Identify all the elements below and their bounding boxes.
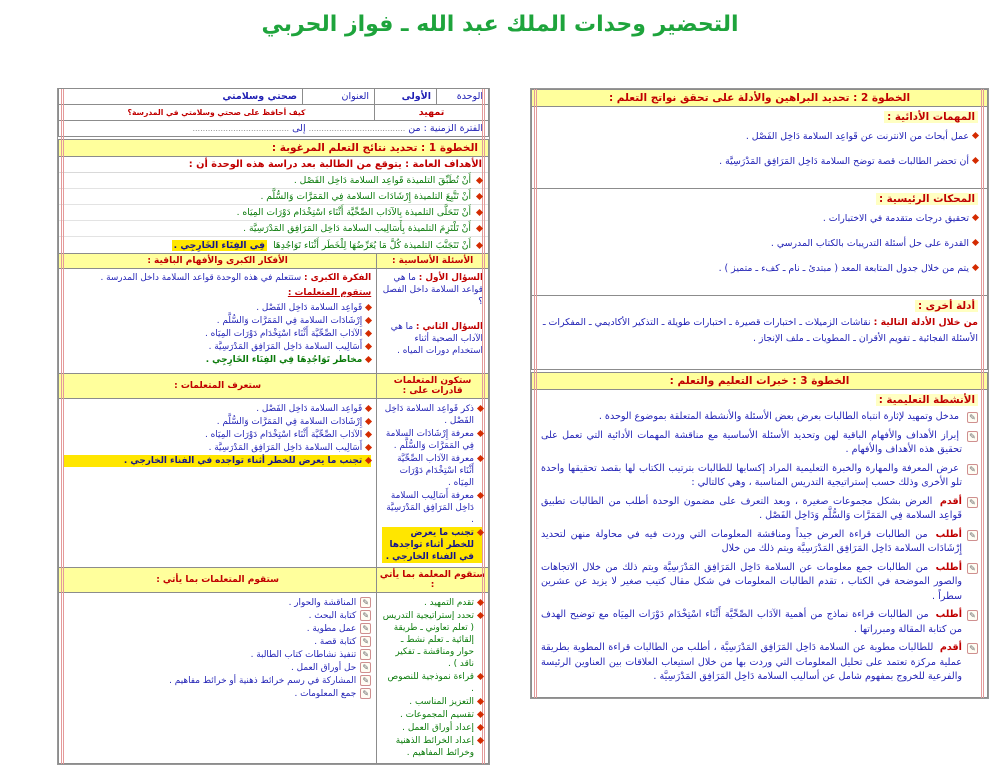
- know-item-text: أَسَالِيب السلامة دَاخِل المَرَافِق المَدْرَسِيَّة .: [208, 443, 363, 453]
- goal-highlight: فِي الفِنَاء الخَارِجِي .: [173, 239, 266, 251]
- activity-lead: أقدم: [939, 642, 962, 653]
- criterion-item-text: القدرة على حل أسئلة التدريبات بالكتاب المدرسي .: [770, 238, 969, 249]
- goal-text: أَنْ تَلْتَزِمَ التلميذة بِأَسَالِيب السلامة دَاخِل المَرَافِق المَدْرَسِيَّة .: [243, 223, 471, 234]
- idea-item: [64, 341, 371, 353]
- diamond-bullet-icon: [476, 177, 483, 184]
- diamond-bullet-icon: [365, 444, 372, 451]
- goals-title: الأهداف العامة : يتوقع من الطالبة بعد دراسة هذه الوحدة أن :: [59, 157, 488, 173]
- qa-table: [58, 253, 489, 374]
- learner-item-text: حل أوراق العمل .: [291, 663, 357, 673]
- capable-item-text: ذكر قَواعِد السلامة دَاخِل الفَصْل .: [384, 404, 474, 426]
- teacher-item-text: التعزيز المناسب .: [409, 697, 474, 707]
- diamond-bullet-icon: [477, 492, 484, 499]
- criterion-item-text: يتم من خلال جدول المتابعة المعد ( مبتدئ ـ نام ـ كفء ـ متميز ) .: [718, 263, 969, 274]
- know-item-text: قَواعِد السلامة دَاخِل الفَصْل .: [256, 404, 363, 414]
- idea-item: [64, 328, 371, 340]
- diamond-bullet-icon: [476, 241, 483, 248]
- period-label: الفترة الزمنية : من: [408, 122, 483, 134]
- learner-item: [64, 597, 371, 609]
- step1-header: الخطوة 1 : تحديد نتائج التعلم المرغوبة :: [58, 139, 489, 157]
- know-item: [64, 403, 371, 415]
- capable-item-text: معرفة أَسَالِيب السلامة دَاخِل المَرَافِق المَدْرَسِيَّة .: [386, 491, 474, 525]
- criterion-item: [541, 237, 978, 250]
- activity-text: من الطالبات قراءة نماذج من أهمية الآدَاب الصِّحِّيَّة أَثْنَاء اسْتِخْدَام دَوْرَات المِيَاه مع توضيح الهدف من كتابة المقالة ومبرراتها .: [541, 609, 962, 635]
- teacher-item-text: إعداد الخرائط الذهنية وخرائط المفاهيم .: [395, 736, 474, 758]
- diamond-bullet-icon: [365, 356, 372, 363]
- activity-text: العرض بشكل مجموعات صغيرة ، وبعد التعرف على مضمون الوحدة أطلب من الطالبات تطبيق قَواعِد السلامة فِي المَمَرَّات وَالسُّلَّم وَدَاخِل الفَصْل .: [541, 495, 962, 521]
- diamond-bullet-icon: [476, 225, 483, 232]
- memo-icon: ✎: [967, 610, 978, 621]
- ideas-header: الأفكار الكبرى والأفهام الباقية :: [59, 254, 377, 269]
- diamond-bullet-icon: [477, 405, 484, 412]
- criterion-item: [541, 262, 978, 275]
- learner-item: [64, 662, 371, 674]
- page-title: التحضير وحدات الملك عبد الله ـ فواز الحربي: [261, 12, 739, 37]
- teacher-item-text: تقدم التمهيد .: [424, 598, 474, 608]
- learner-item: [64, 636, 371, 648]
- activities-list: [541, 410, 978, 685]
- idea-item: [64, 354, 371, 366]
- know-item: [64, 429, 371, 441]
- activity-item: [541, 641, 978, 685]
- memo-icon: ✎: [360, 610, 371, 621]
- unit-value: الأولى: [375, 89, 437, 105]
- know-item-text: إِرْشَادَات السلامة فِي المَمَرَّات وَالسُّلَّم .: [216, 417, 363, 427]
- memo-icon: ✎: [360, 623, 371, 634]
- evidence-text: نقاشات الزميلات ـ اختبارات قصيرة ـ اختبارات طويلة ـ التذكير الأكاديمي ـ المفكرات ـ الأسئلة الفجائية ـ تقويم الأقران ـ المطويات ـ ملف الإنجاز .: [542, 317, 978, 344]
- capable-item-text: معرفة الآدَاب الصِّحِّيَّة أَثْنَاء اسْتِخْدَام دَوْرَات المِيَاه .: [397, 454, 474, 488]
- memo-icon: ✎: [360, 688, 371, 699]
- idea-item-text: قَواعِد السلامة دَاخِل الفَصْل .: [256, 303, 363, 313]
- capable-item-text: معرفة إِرْشَادَات السلامة فِي المَمَرَّات وَالسُّلَّم .: [385, 429, 474, 451]
- diamond-bullet-icon: [477, 599, 484, 606]
- capable-know-table: [58, 373, 489, 568]
- intro-question: كيف أحافظ على صحتي وسلامتي في المدرسة؟: [59, 105, 375, 121]
- activity-item: [541, 608, 978, 637]
- criteria-header-row: [541, 193, 978, 205]
- diamond-bullet-icon: [365, 330, 372, 337]
- activity-lead: أطلب: [935, 561, 962, 573]
- learner-header: ستقوم المتعلمات بما يأتي :: [59, 568, 377, 593]
- q2-text: ما هي الآداب الصحية أثناء استخدام دورات المياه .: [390, 322, 483, 356]
- learner-item: [64, 610, 371, 622]
- activities-header: الأنشطة التعليمية :: [876, 394, 978, 406]
- tasks-list: [541, 130, 978, 168]
- memo-icon: ✎: [967, 412, 978, 423]
- memo-icon: ✎: [967, 563, 978, 574]
- teacher-item-text: تحدد إستراتيجية التدريس ( تعلم تعاوني ـ طريقة إلقائية ـ تعلم نشط ـ حوار ومناقشة ـ تفكير ناقد ) .: [382, 611, 474, 669]
- right-page: [530, 88, 989, 699]
- diamond-bullet-icon: [365, 418, 372, 425]
- teacher-header: ستقوم المعلمة بما يأتي :: [377, 568, 489, 593]
- step2-header: الخطوة 2 : تحديد البراهين والأدلة على تحقق نواتج التعلم :: [531, 89, 988, 107]
- period-dots: ......................................: [192, 123, 290, 133]
- questions-cell: [377, 269, 489, 374]
- q1-text: ما هي قواعد السلامة داخل الفصل ؟: [382, 273, 483, 307]
- memo-icon: ✎: [360, 636, 371, 647]
- learner-item: [64, 623, 371, 635]
- diamond-bullet-icon: [972, 157, 979, 164]
- activity-text: مدخل وتمهيد لإثارة انتباه الطالبات بعرض بعض الأسئلة والأنشطة المتعلقة بموضوع الوحدة .: [598, 411, 959, 422]
- teacher-item: [382, 696, 483, 708]
- know-header: ستعرف المتعلمات :: [59, 374, 377, 399]
- learner-item-text: المشاركة في رسم خرائط ذهنية أو خرائط مفاهيم .: [169, 676, 357, 686]
- learner-item-text: المناقشة والحوار .: [288, 598, 357, 608]
- diamond-bullet-icon: [365, 405, 372, 412]
- left-page: [57, 88, 490, 765]
- idea-item: [64, 315, 371, 327]
- diamond-bullet-icon: [477, 698, 484, 705]
- title-label: العنوان: [303, 89, 375, 105]
- diamond-bullet-icon: [476, 209, 483, 216]
- teacher-item: [382, 610, 483, 670]
- learner-item-text: تنفيذ نشاطات كتاب الطالبة .: [250, 650, 357, 660]
- activity-item: [541, 429, 978, 458]
- teacher-item-text: إعداد أوراق العمل .: [402, 723, 474, 733]
- memo-icon: ✎: [360, 675, 371, 686]
- diamond-bullet-icon: [972, 239, 979, 246]
- capable-item: [382, 428, 483, 452]
- goal-item: [59, 205, 488, 221]
- teacher-item: [382, 671, 483, 695]
- diamond-bullet-icon: [477, 673, 484, 680]
- activity-lead: أطلب: [935, 528, 962, 540]
- diamond-bullet-icon: [365, 457, 372, 464]
- teacher-item: [382, 709, 483, 721]
- know-item: [64, 416, 371, 428]
- criteria-list: [541, 212, 978, 275]
- diamond-bullet-icon: [477, 529, 484, 536]
- memo-icon: ✎: [967, 643, 978, 654]
- capable-item: [382, 527, 483, 563]
- activity-lead: أقدم: [939, 495, 962, 507]
- activity-item: [541, 462, 978, 491]
- questions-header: الأسئلة الأساسية :: [377, 254, 489, 269]
- memo-icon: ✎: [967, 431, 978, 442]
- period-dots: ......................................: [308, 123, 406, 133]
- activities-section: [532, 390, 987, 697]
- learner-cell: [59, 593, 377, 764]
- goals-list: [59, 173, 488, 253]
- memo-icon: ✎: [360, 597, 371, 608]
- diamond-bullet-icon: [972, 132, 979, 139]
- memo-icon: ✎: [360, 662, 371, 673]
- diamond-bullet-icon: [477, 737, 484, 744]
- activity-item: [541, 495, 978, 524]
- know-item: [64, 442, 371, 454]
- q2-label: السؤال الثاني :: [415, 322, 483, 332]
- activity-item: [541, 410, 978, 425]
- teacher-cell: [377, 593, 489, 764]
- criteria-header: المحكات الرئيسية :: [876, 193, 978, 205]
- big-idea-text: ستتعلم في هذه الوحدة قواعد السلامة داخل المدرسة .: [100, 273, 302, 283]
- diamond-bullet-icon: [477, 455, 484, 462]
- activity-item: [541, 528, 978, 557]
- task-item-text: أن تحضر الطالبات قصة توضح السلامة دَاخِل المَرَافِق المَدْرَسِيَّة .: [719, 156, 969, 167]
- capable-item: [382, 403, 483, 427]
- criterion-item-text: تحقيق درجات متقدمة في الاختبارات .: [822, 213, 969, 224]
- task-item: [541, 155, 978, 168]
- goal-text: أَنْ تَتَّبِعَ التلميذة إِرْشَادَات السلامة فِي المَمَرَّات وَالسُّلَّم .: [260, 191, 471, 202]
- period-to-label: إلى: [292, 122, 306, 134]
- goals-box: [58, 156, 489, 254]
- diamond-bullet-icon: [477, 430, 484, 437]
- learner-item: [64, 649, 371, 661]
- diamond-bullet-icon: [365, 431, 372, 438]
- teacher-item-text: تقسيم المجموعات .: [399, 710, 474, 720]
- learner-item-text: عمل مطوية .: [306, 624, 357, 634]
- activity-text: من الطالبات جمع معلومات عن السلامة دَاخِل المَرَافِق المَدْرَسِيَّة ويتم ذلك من خلال الاتجاهات والصور الموضحة في الكتاب ، تقدم الطالبات المعلومات في شكل مقال كتيب صغير لا يزيد عن عشرين سطراً .: [541, 561, 962, 602]
- evidence-label: من خلال الأدلة التالية :: [873, 317, 978, 328]
- goal-item: [59, 173, 488, 189]
- memo-icon: ✎: [967, 530, 978, 541]
- teacher-item: [382, 597, 483, 609]
- subject-title: صحتي وسلامتي: [59, 89, 303, 105]
- evidence-box: [531, 106, 988, 370]
- unit-meta-table: [58, 88, 489, 137]
- step3-header: الخطوة 3 : خبرات التعليم والتعلم :: [531, 372, 988, 390]
- learner-item-text: كتابة البحث .: [308, 611, 357, 621]
- teacher-item-text: قراءة نموذجية للنصوص .: [387, 672, 474, 694]
- goal-text: أَنْ تَتَجَنَّبَ التلميذة كُلَّ مَا يُعَرِّضُهَا لِلْخَطَر أَثْنَاء تَوَاجُدِهَا: [273, 239, 471, 251]
- idea-item-text: أَسَالِيب السلامة دَاخِل المَرَافِق المَدْرَسِيَّة .: [208, 342, 363, 352]
- will-do-label: ستقوم المتعلمات :: [287, 288, 372, 298]
- diamond-bullet-icon: [476, 193, 483, 200]
- evidence-header: أدلة أخرى :: [915, 300, 978, 312]
- evidence-header-row: [541, 300, 978, 312]
- idea-item-text: إِرْشَادَات السلامة فِي المَمَرَّات وَالسُّلَّم .: [216, 316, 363, 326]
- activity-text: من الطالبات قراءة العرض جيداً ومناقشة المعلومات التي وردت فيه في محاولة منهن لتحديد إِرْشَادَات السلامة دَاخِل المَرَافِق المَدْرَسِيَّة ويتم ذلك من خلال: [541, 528, 962, 554]
- evidence-body: [541, 315, 978, 361]
- question-block: [382, 272, 483, 308]
- activity-text: عرض المعرفة والمهارة والخبرة التعليمية المراد إكسابها للطالبات بترتيب الكتاب لها بقصد تحقيقها واحدة تلو الأخرى وذلك حسب إستراتيجية التدريس المناسبة ، وهي كالتالي :: [541, 462, 962, 488]
- diamond-bullet-icon: [477, 612, 484, 619]
- diamond-bullet-icon: [365, 304, 372, 311]
- evidence-section: [532, 296, 987, 369]
- task-item: [541, 130, 978, 143]
- activity-text: للطالبات مطوية عن السلامة دَاخِل المَرَافِق المَدْرَسِيَّة ، أطلب من الطالبات قراءة المطوية بطريقة عملية مركزة تعتمد على تحليل المعلومات التي وردت بها من خلال استيعاب العلاقات بين العناوين الرئيسة والفرعية للخروج بمفهوم شامل عن أساليب السلامة دَاخِل المَرَافِق المَدْرَسِيَّة .: [541, 642, 962, 682]
- unit-label: الوحدة: [437, 89, 489, 105]
- memo-icon: ✎: [967, 497, 978, 508]
- know-item: [64, 455, 371, 467]
- memo-icon: ✎: [360, 649, 371, 660]
- capable-item: [382, 453, 483, 489]
- diamond-bullet-icon: [365, 343, 372, 350]
- learner-item-text: كتابة قصة .: [314, 637, 357, 647]
- idea-item-text: مخاطر تَوَاجُدِهَا فِي الفِنَاء الخَارِجِي .: [205, 355, 363, 365]
- goal-item: [59, 189, 488, 205]
- idea-item-text: الآدَاب الصِّحِّيَّة أَثْنَاء اسْتِخْدَام دَوْرَات المِيَاه .: [205, 329, 363, 339]
- q1-label: السؤال الأول :: [418, 273, 483, 283]
- capable-item: [382, 490, 483, 526]
- know-item-text: تجنب ما يعرض للخطر أثناء تواجده في الفناء الخارجي .: [123, 456, 363, 466]
- idea-items-list: [64, 302, 371, 366]
- learner-item-text: جمع المعلومات .: [294, 689, 357, 699]
- learner-item: [64, 675, 371, 687]
- goal-text: أَنْ تَتَحَلَّى التلميذة بِالآدَاب الصِّحِّيَّة أَثْنَاء اسْتِخْدَام دَوْرَات المِيَاه .: [236, 207, 471, 218]
- capable-item-text: تجنب ما يعرض للخطر أثناء تواجدها في الفناء الخارجي .: [385, 528, 474, 562]
- activity-item: [541, 561, 978, 605]
- task-item-text: عمل أبحاث من الانترنت عن قَواعِد السلامة دَاخِل الفَصْل .: [745, 131, 969, 142]
- criteria-section: [532, 189, 987, 296]
- idea-item: [64, 302, 371, 314]
- tasks-header: المهمات الأدائية :: [884, 111, 978, 123]
- teacher-item: [382, 722, 483, 734]
- criterion-item: [541, 212, 978, 225]
- roles-table: [58, 567, 489, 764]
- tasks-section: [532, 107, 987, 189]
- teacher-item: [382, 735, 483, 759]
- diamond-bullet-icon: [972, 264, 979, 271]
- activity-text: إبراز الأهداف والأفهام الباقية لهن وتحديد الأسئلة الأساسية مع مناقشة المهمات الأدائية التي تعمل على تحقيق هذه الأهداف والأفهام .: [541, 429, 962, 455]
- big-idea: [64, 272, 371, 284]
- intro-label: تمهيد: [375, 105, 489, 121]
- memo-icon: ✎: [967, 464, 978, 475]
- diamond-bullet-icon: [477, 724, 484, 731]
- ideas-cell: [59, 269, 377, 374]
- activities-box: [531, 389, 988, 698]
- activities-header-row: [541, 394, 978, 406]
- goal-item: [59, 237, 488, 253]
- tasks-header-row: [541, 111, 978, 123]
- question-block: [382, 321, 483, 357]
- diamond-bullet-icon: [477, 711, 484, 718]
- goal-text: أَنْ تُطَبِّقَ التلميذة قَواعِد السلامة دَاخِل الفَصْل .: [293, 175, 471, 186]
- goal-item: [59, 221, 488, 237]
- learner-item: [64, 688, 371, 700]
- activity-lead: أطلب: [935, 609, 962, 620]
- capable-cell: [377, 399, 489, 568]
- know-cell: [59, 399, 377, 568]
- know-item-text: الآدَاب الصِّحِّيَّة أَثْنَاء اسْتِخْدَام دَوْرَات المِيَاه .: [205, 430, 363, 440]
- big-idea-label: الفكرة الكبرى :: [303, 273, 372, 283]
- diamond-bullet-icon: [972, 214, 979, 221]
- diamond-bullet-icon: [365, 317, 372, 324]
- period-row: [59, 121, 489, 137]
- capable-header: ستكون المتعلمات قادرات على :: [377, 374, 489, 399]
